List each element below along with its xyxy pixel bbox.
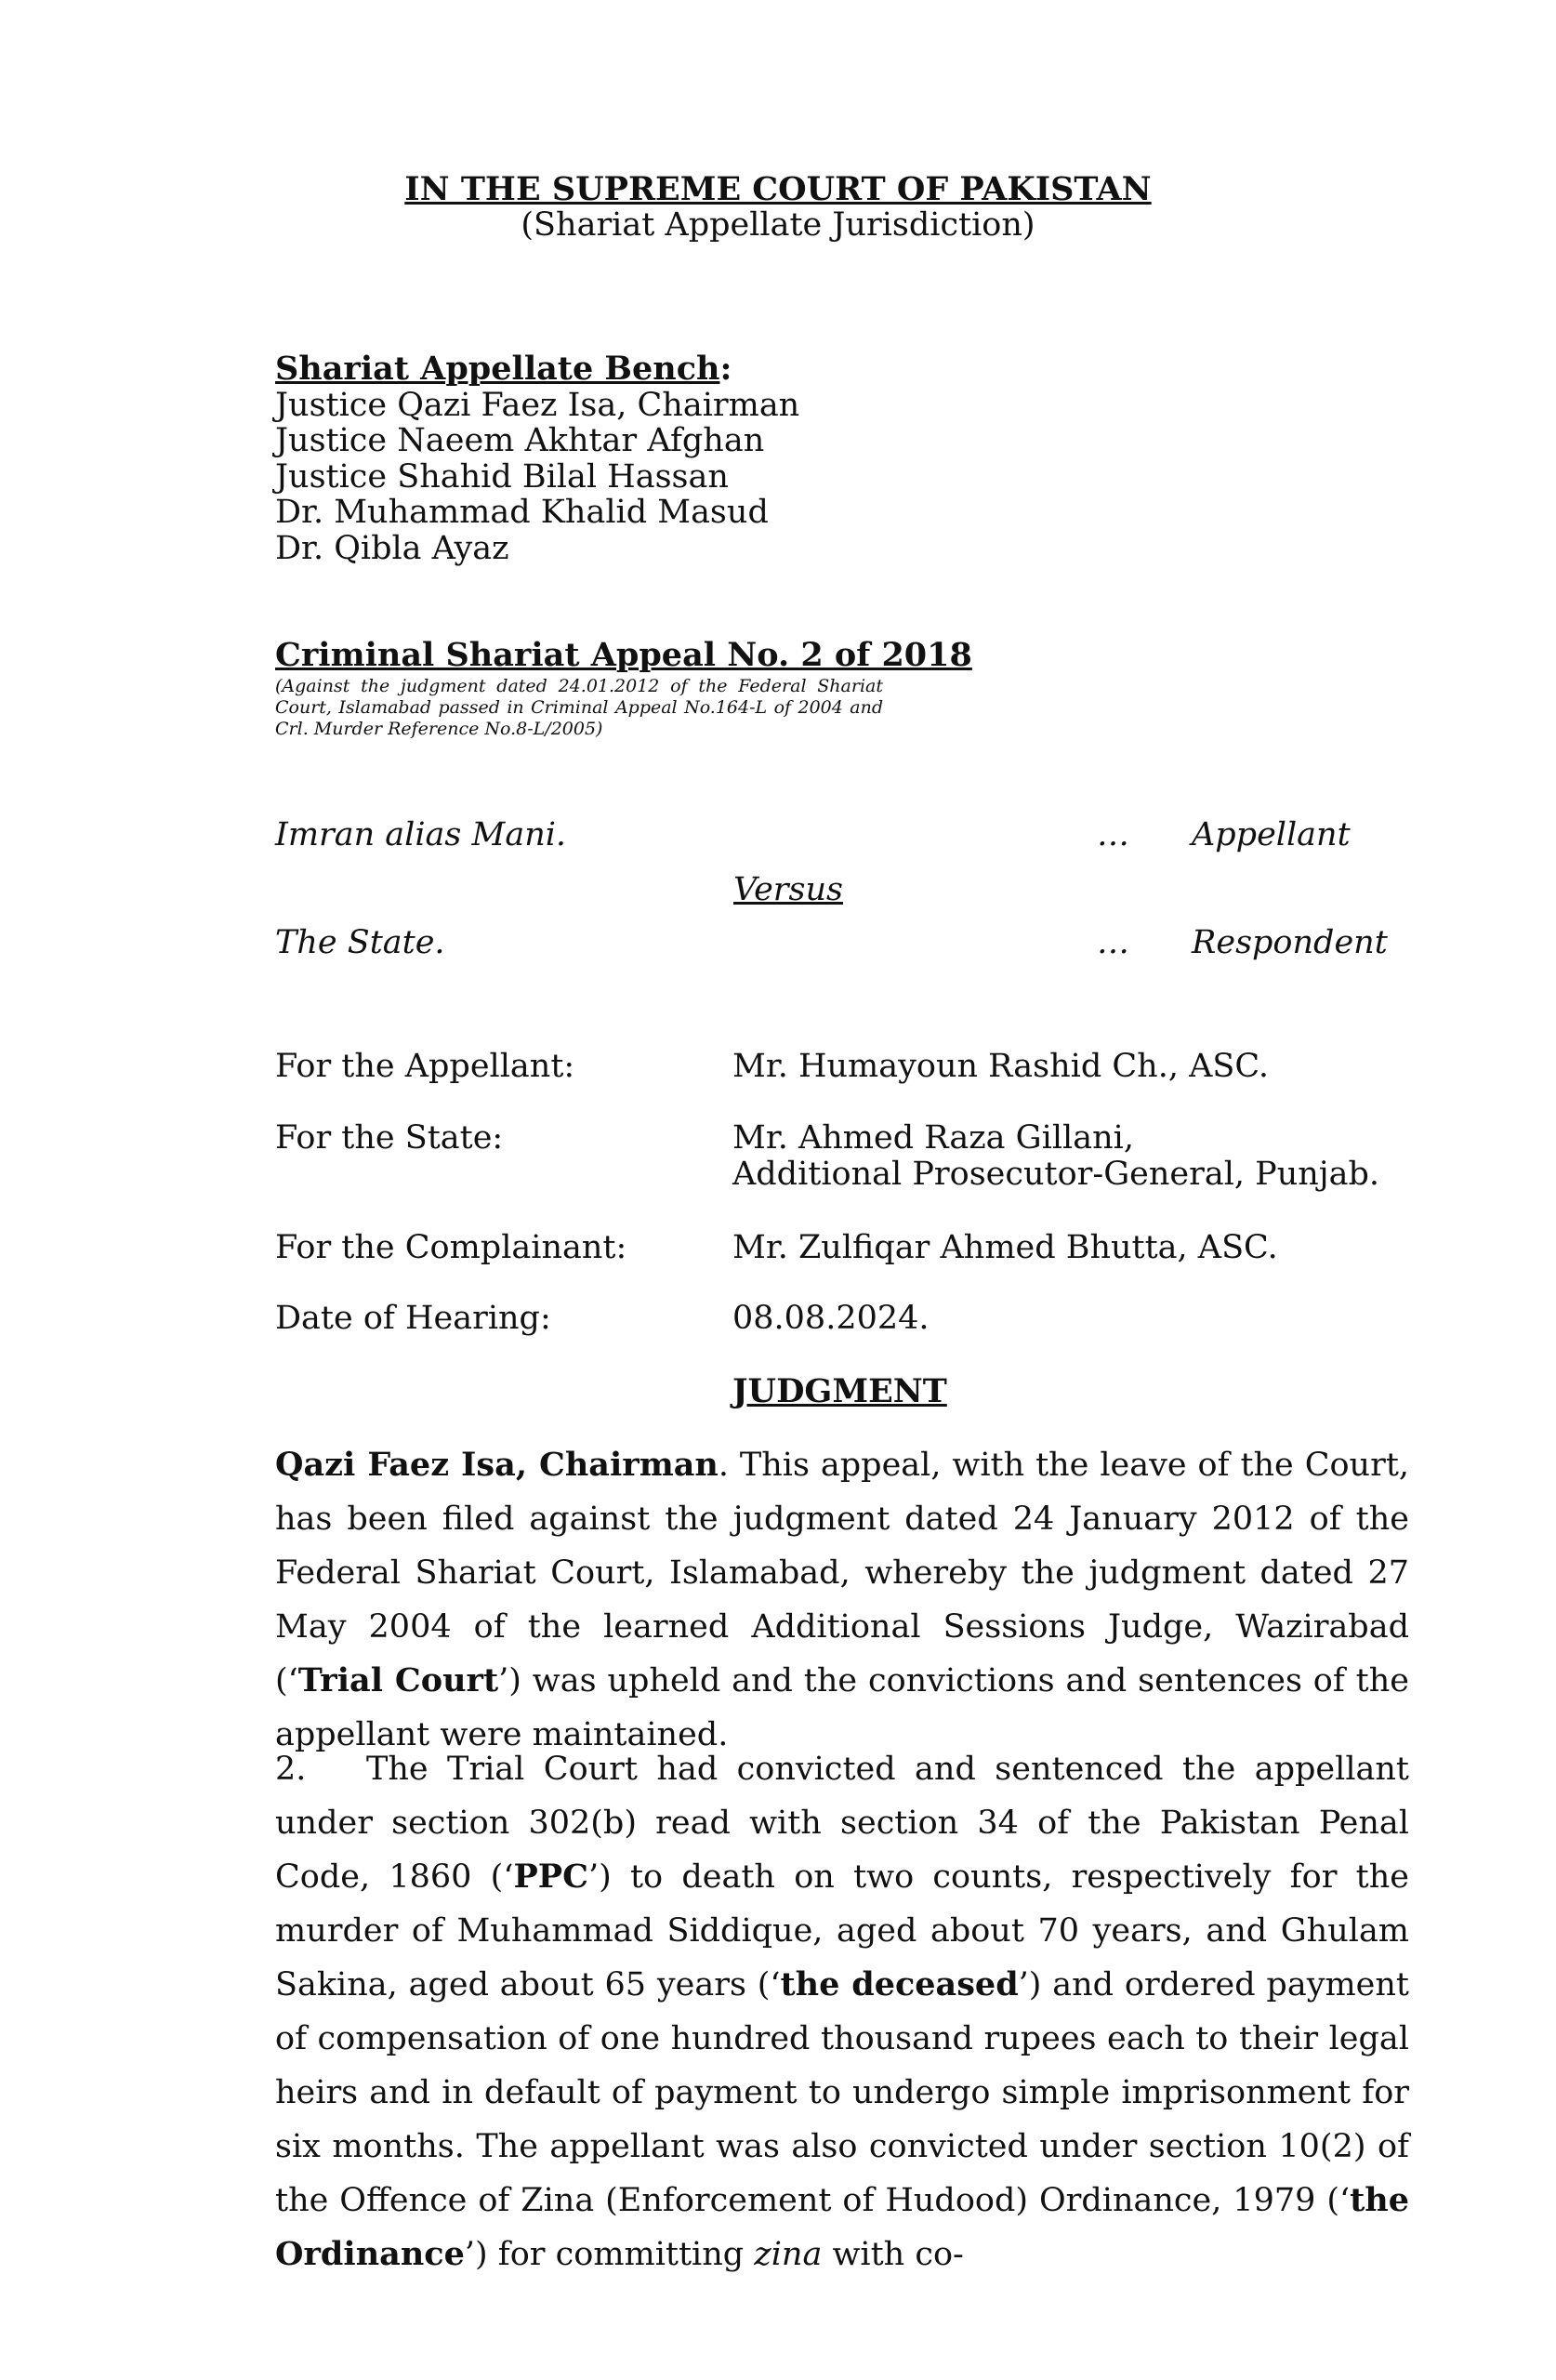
appellant-counsel: Mr. Humayoun Rashid Ch., ASC. xyxy=(732,1048,1270,1085)
defined-term: the Ordinance xyxy=(275,2181,1409,2273)
complainant-label: For the Complainant: xyxy=(275,1229,627,1266)
paragraph-number: 2. xyxy=(275,1751,307,1788)
state-label: For the State: xyxy=(275,1119,504,1157)
bench-member: Dr. Muhammad Khalid Masud xyxy=(275,494,769,531)
bench-member: Justice Naeem Akhtar Afghan xyxy=(275,422,765,459)
judgment-paragraph-1: Qazi Faez Isa, Chairman. This appeal, with the leave of the Court, has been filed against the judgment dated 24 January 2012 of the Federal Shariat Court, Islamabad, whereby the judgment dated 27 May 2004 of the learned Additional Sessions Judge, Wazirabad (‘Trial Court’) was upheld and the convictions and sentences of the appellant were maintained. xyxy=(275,1446,1410,1753)
judgment-heading: JUDGMENT xyxy=(732,1372,947,1410)
hearing-date: 08.08.2024. xyxy=(732,1300,930,1337)
state-counsel-name: Mr. Ahmed Raza Gillani, xyxy=(732,1119,1134,1157)
italic-term: zina xyxy=(754,2236,823,2273)
case-number: Criminal Shariat Appeal No. 2 of 2018 xyxy=(275,636,972,674)
appellant-name: Imran alias Mani. xyxy=(275,816,567,853)
versus-label: Versus xyxy=(733,871,843,908)
hearing-label: Date of Hearing: xyxy=(275,1300,551,1337)
defined-term: Trial Court xyxy=(297,1661,499,1699)
defined-term: the deceased xyxy=(780,1965,1019,2003)
state-counsel-title: Additional Prosecutor-General, Punjab. xyxy=(732,1155,1380,1193)
respondent-role: Respondent xyxy=(1192,924,1388,961)
bench-member: Justice Qazi Faez Isa, Chairman xyxy=(275,386,800,424)
state-counsel xyxy=(732,1120,1379,1192)
bench-member: Justice Shahid Bilal Hassan xyxy=(275,457,729,496)
court-title: IN THE SUPREME COURT OF PAKISTAN xyxy=(404,170,1152,208)
appellant-dots: … xyxy=(1097,816,1129,853)
judgment-author: Qazi Faez Isa, Chairman xyxy=(275,1446,719,1484)
defined-term: PPC xyxy=(513,1858,588,1896)
jurisdiction-subtitle: (Shariat Appellate Jurisdiction) xyxy=(521,206,1035,244)
complainant-counsel: Mr. Zulfiqar Ahmed Bhutta, ASC. xyxy=(732,1229,1278,1266)
case-note: (Against the judgment dated 24.01.2012 of the Federal Shariat Court, Islamabad passed in Criminal Appeal No.164-L of 2004 and Crl. Murder Reference No.8-L/2005) xyxy=(275,676,883,739)
appellant-label: For the Appellant: xyxy=(275,1048,575,1085)
respondent-dots: … xyxy=(1097,924,1129,961)
respondent-name: The State. xyxy=(275,924,445,961)
bench-block xyxy=(275,351,799,566)
appellant-role: Appellant xyxy=(1192,816,1351,853)
judgment-paragraph-2: 2. The Trial Court had convicted and sentenced the appellant under section 302(b) read with section 34 of the Pakistan Penal Code, 1860 (‘PPC’) to death on two counts, respectively for the murder of Muhammad Siddique, aged about 70 years, and Ghulam Sakina, aged about 65 years (‘the deceased’) and ordered payment of compensation of one hundred thousand rupees each to their legal heirs and in default of payment to undergo simple imprisonment for six months. The appellant was also convicted under section 10(2) of the Offence of Zina (Enforcement of Hudood) Ordinance, 1979 (‘the Ordinance’) for committing zina with co- xyxy=(275,1742,1409,2281)
bench-heading: Shariat Appellate Bench: xyxy=(275,350,732,388)
bench-member: Dr. Qibla Ayaz xyxy=(275,529,509,567)
